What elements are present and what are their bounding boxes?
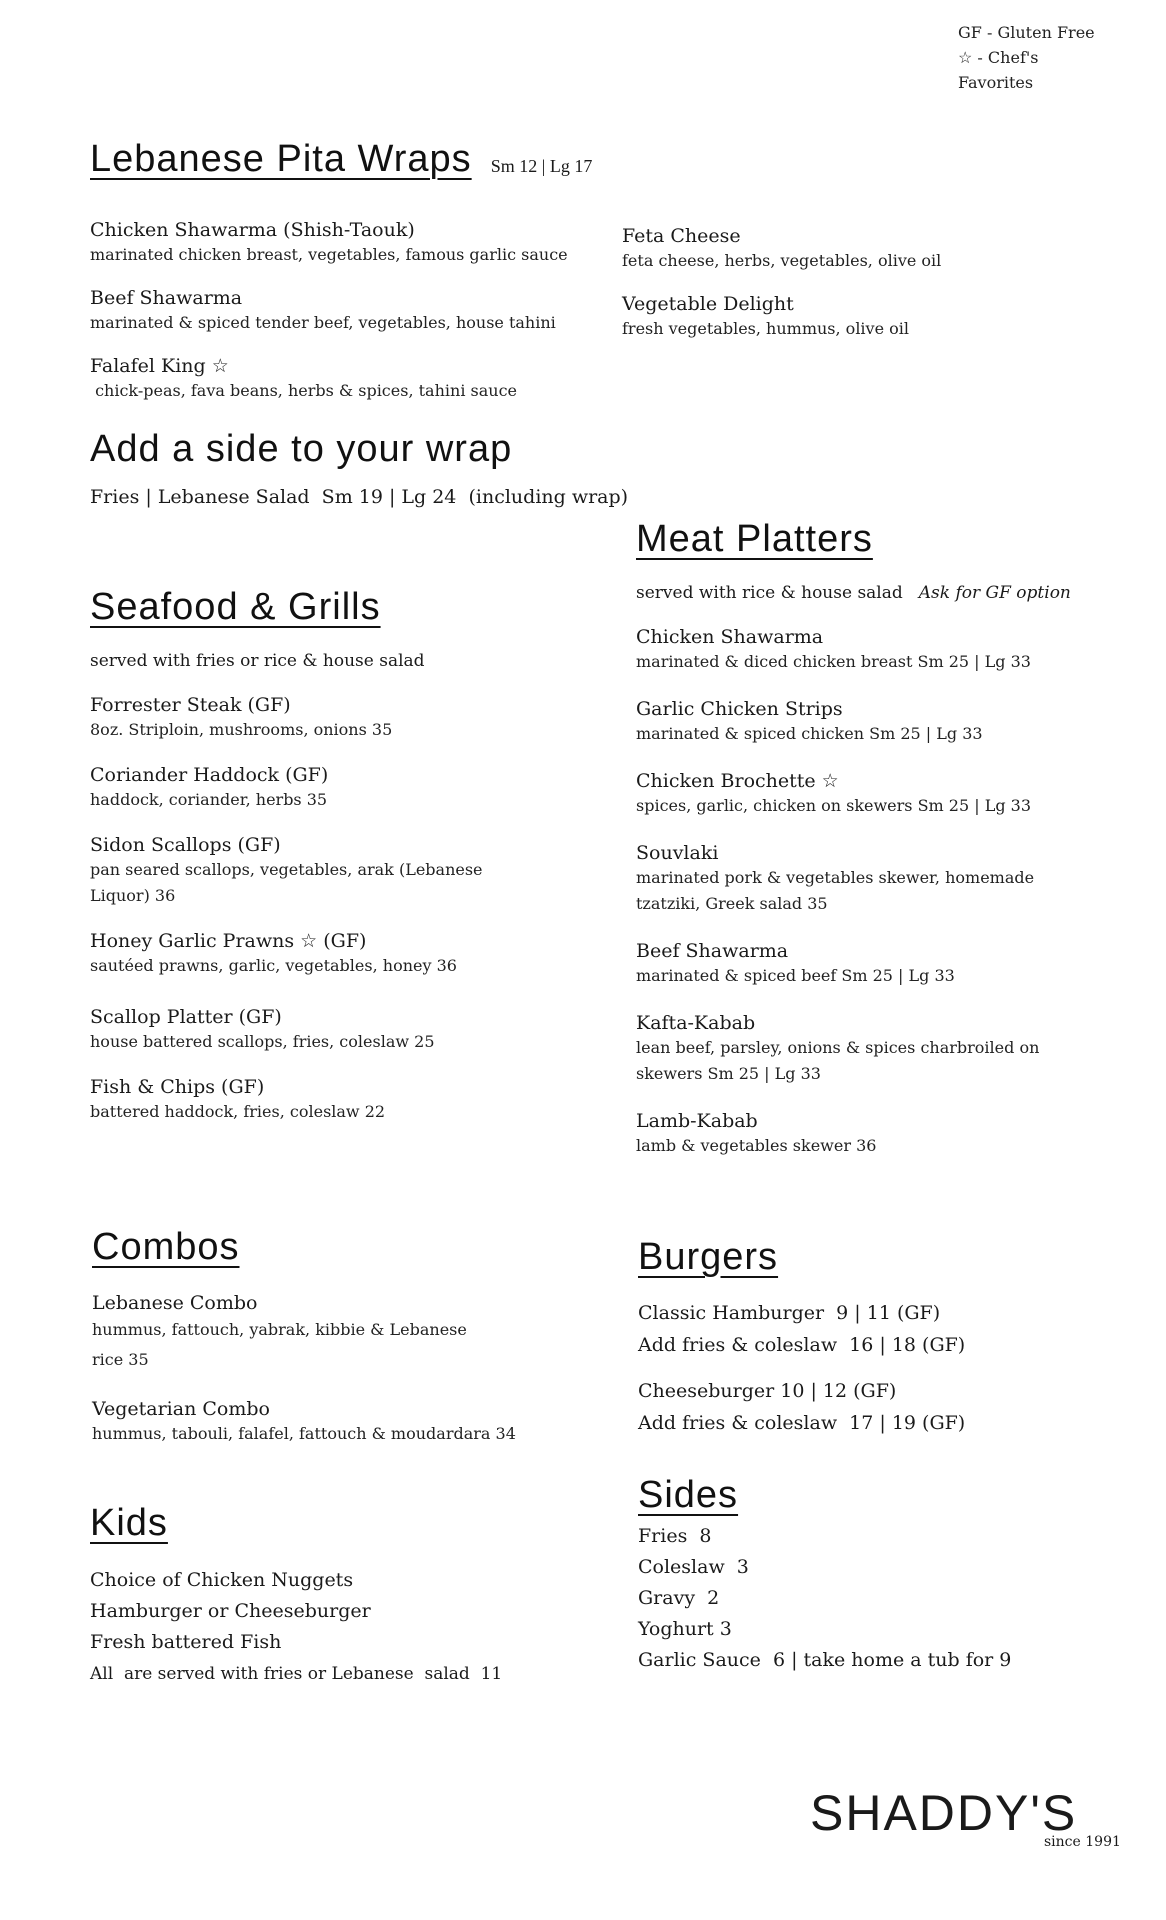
wraps-title: Lebanese Pita Wraps	[90, 138, 472, 180]
side-line: Fries 8	[638, 1525, 712, 1547]
item-desc: hummus, tabouli, falafel, fattouch & moudardara 34	[92, 1424, 516, 1443]
menu-item	[636, 1109, 1106, 1159]
menu-item	[636, 939, 1106, 989]
side-line: Gravy 2	[638, 1587, 720, 1609]
kids-line: Hamburger or Cheeseburger	[90, 1600, 371, 1622]
burger-line: Add fries & coleslaw 17 | 19 (GF)	[638, 1412, 966, 1434]
burger-line: Classic Hamburger 9 | 11 (GF)	[638, 1302, 941, 1324]
item-name: Coriander Haddock (GF)	[90, 764, 329, 786]
burgers-title: Burgers	[638, 1236, 779, 1278]
item-desc: marinated chicken breast, vegetables, famous garlic sauce	[90, 245, 568, 264]
menu-item	[622, 224, 1102, 274]
item-desc: battered haddock, fries, coleslaw 22	[90, 1102, 386, 1121]
burger-line: Cheeseburger 10 | 12 (GF)	[638, 1380, 897, 1402]
brand-since: since 1991	[1044, 1834, 1121, 1850]
seafood-section	[90, 586, 560, 1143]
burger-line: Add fries & coleslaw 16 | 18 (GF)	[638, 1334, 966, 1356]
wraps-right-column	[622, 224, 1102, 360]
menu-item	[90, 286, 610, 336]
item-name: Vegetable Delight	[622, 293, 794, 315]
item-name: Garlic Chicken Strips	[636, 698, 843, 720]
menu-item	[636, 769, 1106, 819]
item-desc: fresh vegetables, hummus, olive oil	[622, 319, 910, 338]
item-desc: pan seared scallops, vegetables, arak (Lebanese Liquor) 36	[90, 860, 483, 905]
burgers-section	[638, 1236, 1098, 1439]
menu-item	[90, 1075, 560, 1125]
burger-group	[638, 1297, 1098, 1361]
item-desc: marinated & spiced beef Sm 25 | Lg 33	[636, 966, 955, 985]
seafood-title: Seafood & Grills	[90, 586, 381, 628]
side-wrap-title: Add a side to your wrap	[90, 428, 513, 470]
legend-gf: GF - Gluten Free	[958, 23, 1095, 42]
item-name: Sidon Scallops (GF)	[90, 834, 281, 856]
brand-logo	[810, 1784, 1077, 1842]
side-line: Yoghurt 3	[638, 1618, 732, 1640]
menu-item	[636, 625, 1106, 675]
item-desc: marinated pork & vegetables skewer, homemade tzatziki, Greek salad 35	[636, 868, 1035, 913]
menu-item	[90, 218, 610, 268]
menu-item	[90, 929, 560, 979]
item-desc: marinated & spiced chicken Sm 25 | Lg 33	[636, 724, 983, 743]
item-desc: marinated & diced chicken breast Sm 25 | Lg 33	[636, 652, 1031, 671]
menu-item	[90, 693, 560, 743]
item-name: Vegetarian Combo	[92, 1398, 270, 1420]
menu-item	[92, 1397, 562, 1447]
kids-section	[90, 1502, 560, 1686]
item-desc: marinated & spiced tender beef, vegetables, house tahini	[90, 313, 556, 332]
item-desc: lean beef, parsley, onions & spices charbroiled on skewers Sm 25 | Lg 33	[636, 1038, 1040, 1083]
burger-group	[638, 1375, 1098, 1439]
combos-section	[92, 1226, 562, 1465]
sides-title: Sides	[638, 1474, 739, 1516]
menu-item	[636, 697, 1106, 747]
meat-gf-note: Ask for GF option	[918, 583, 1071, 603]
item-desc: hummus, fattouch, yabrak, kibbie & Lebanese rice 35	[92, 1320, 467, 1369]
menu-item	[92, 1291, 562, 1375]
meat-note-text: served with rice & house salad	[636, 583, 903, 603]
menu-item	[90, 833, 560, 909]
item-name: Kafta-Kabab	[636, 1012, 756, 1034]
meat-section	[636, 518, 1106, 1177]
menu-item	[90, 1005, 560, 1055]
item-name: Falafel King ☆	[90, 355, 229, 377]
kids-line: Fresh battered Fish	[90, 1631, 282, 1653]
item-desc: haddock, coriander, herbs 35	[90, 790, 328, 809]
kids-line: Choice of Chicken Nuggets	[90, 1569, 354, 1591]
item-desc: chick-peas, fava beans, herbs & spices, tahini sauce	[90, 381, 517, 400]
item-desc: 8oz. Striploin, mushrooms, onions 35	[90, 720, 393, 739]
side-line: Garlic Sauce 6 | take home a tub for 9	[638, 1649, 1012, 1671]
item-name: Scallop Platter (GF)	[90, 1006, 282, 1028]
meat-note	[636, 581, 1106, 605]
item-desc: feta cheese, herbs, vegetables, olive oil	[622, 251, 942, 270]
item-name: Chicken Shawarma	[636, 626, 824, 648]
item-name: Chicken Brochette ☆	[636, 770, 839, 792]
side-wrap-section	[90, 428, 628, 513]
item-name: Forrester Steak (GF)	[90, 694, 291, 716]
item-desc: spices, garlic, chicken on skewers Sm 25 | Lg 33	[636, 796, 1032, 815]
item-name: Lamb-Kabab	[636, 1110, 758, 1132]
item-name: Souvlaki	[636, 842, 719, 864]
menu-item	[636, 1011, 1106, 1087]
sides-list	[638, 1521, 1108, 1676]
seafood-note: served with fries or rice & house salad	[90, 651, 425, 671]
wraps-left-column	[90, 218, 610, 422]
side-wrap-text: Fries | Lebanese Salad Sm 19 | Lg 24 (including wrap)	[90, 486, 629, 508]
item-name: Feta Cheese	[622, 225, 741, 247]
menu-item	[90, 763, 560, 813]
kids-list	[90, 1565, 560, 1658]
item-desc: sautéed prawns, garlic, vegetables, honey 36	[90, 956, 457, 975]
item-desc: house battered scallops, fries, coleslaw 25	[90, 1032, 435, 1051]
legend	[958, 20, 1118, 95]
legend-favorites: ☆ - Chef's Favorites	[958, 48, 1039, 92]
meat-title: Meat Platters	[636, 518, 873, 560]
menu-item	[622, 292, 1102, 342]
item-desc: lamb & vegetables skewer 36	[636, 1136, 877, 1155]
sides-section	[638, 1474, 1108, 1676]
wraps-header	[90, 138, 592, 181]
brand-name: SHADDY'S	[810, 1785, 1078, 1841]
wraps-price: Sm 12 | Lg 17	[490, 156, 593, 176]
item-name: Honey Garlic Prawns ☆ (GF)	[90, 930, 367, 952]
kids-title: Kids	[90, 1502, 168, 1544]
kids-note: All are served with fries or Lebanese salad 11	[90, 1664, 503, 1684]
item-name: Lebanese Combo	[92, 1292, 258, 1314]
menu-item	[90, 354, 610, 404]
item-name: Beef Shawarma	[636, 940, 789, 962]
side-line: Coleslaw 3	[638, 1556, 749, 1578]
item-name: Fish & Chips (GF)	[90, 1076, 265, 1098]
item-name: Chicken Shawarma (Shish-Taouk)	[90, 219, 415, 241]
menu-item	[636, 841, 1106, 917]
combos-title: Combos	[92, 1226, 240, 1268]
item-name: Beef Shawarma	[90, 287, 243, 309]
